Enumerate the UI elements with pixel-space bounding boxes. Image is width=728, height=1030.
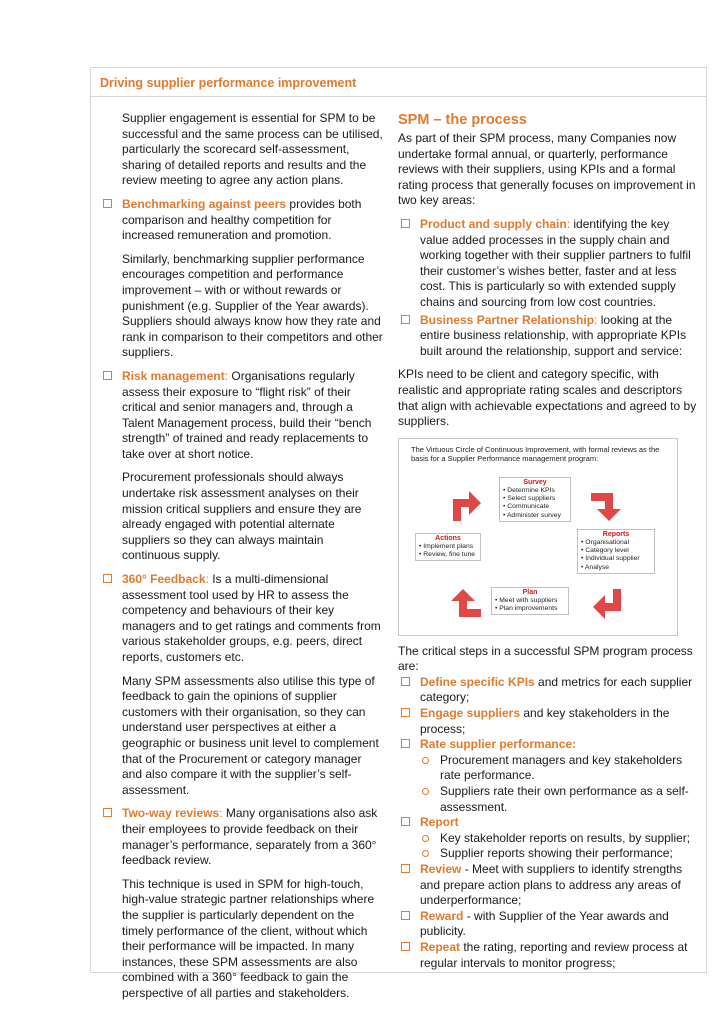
step-review: [398, 862, 698, 909]
survey-item: • Administer survey: [503, 511, 561, 519]
review-text: - Meet with suppliers to identify strengths and prepare action plans to address any areas of underperformance;: [420, 862, 683, 908]
arrow-left-up-icon: [445, 585, 485, 625]
partner-colon: :: [594, 312, 598, 327]
actions-item: • Implement plans: [419, 542, 474, 550]
plan-title: Plan: [522, 588, 538, 596]
risk-colon: :: [224, 368, 229, 383]
repeat-heading: Repeat: [420, 939, 461, 954]
risk-heading: Risk management: [122, 368, 225, 383]
title-divider: [90, 96, 706, 97]
product-heading: Product and supply chain: [420, 216, 567, 231]
risk-paragraph: Procurement professionals should always undertake risk assessment analyses on their mission critical suppliers and ensure they are already engaged with potential alternate suppliers so they can always maintain continuous supply.: [122, 470, 362, 563]
risk-item: [100, 369, 383, 463]
repeat-text: the rating, reporting and review process at regular intervals to monitor progress;: [420, 939, 688, 970]
actions-title: Actions: [435, 534, 461, 542]
left-column: [100, 111, 383, 1009]
feedback-colon: :: [205, 572, 209, 587]
plan-item: • Plan improvements: [495, 605, 558, 613]
kpis-paragraph: KPIs need to be client and category specific, with realistic and appropriate rating scales and descriptors that align with achievable expectations and agreed to by suppliers.: [398, 367, 697, 429]
partner-item: [398, 313, 698, 360]
twoway-heading: Two-way reviews: [122, 806, 220, 821]
report-sub-1: Key stakeholder reports on results, by supplier;: [398, 831, 698, 847]
arrow-right-down-icon: [587, 485, 627, 525]
risk-text: Organisations regularly assess their exposure to “flight risk” of their critical and senior managers and, through a Talent Management process, build their “bench strength” of trained and ready replacements to take over at short notice.: [122, 368, 372, 461]
step-report: [398, 815, 698, 831]
benchmark-paragraph: Similarly, benchmarking supplier performance encourages competition and performance improvement – with or without rewards or punishment (e.g. Supplier of the Year awards). Suppliers should always know how they rate and rank in comparison to their competitors and other suppliers.: [122, 251, 383, 360]
partner-heading: Business Partner Relationship: [420, 312, 595, 327]
benchmark-text: provides both comparison and healthy competition for increased remuneration and promotion.: [122, 196, 362, 243]
report-heading: Report: [420, 815, 459, 830]
spm-heading: SPM – the process: [398, 112, 527, 128]
arrow-down-left-icon: [589, 585, 629, 625]
rate-heading: Rate supplier performance:: [420, 737, 577, 752]
review-heading: Review: [420, 862, 462, 876]
step-repeat: [398, 940, 698, 971]
define-text: and metrics for each supplier category;: [420, 674, 693, 705]
reports-title: Reports: [602, 530, 630, 538]
reports-item: • Analyse: [581, 563, 610, 571]
steps-intro: The critical steps in a successful SPM program process are:: [398, 643, 693, 674]
intro-paragraph: Supplier engagement is essential for SPM to be successful and the same process can be utilised, particularly the scorecard self-assessment, sharing of detailed reports and results and the review meeting to agree any action plans.: [122, 111, 383, 188]
benchmark-heading: Benchmarking against peers: [122, 196, 287, 211]
twoway-text: Many organisations also ask their employees to provide feedback on their manager’s performance, separately from a 360° feedback review.: [122, 806, 378, 868]
product-text: identifying the key value added processes in the supply chain and working together with their supplier partners to fulfil their customer’s wishes better, faster and at less cost. This is particularly so with extended supply chains and sourcing from low cost countries.: [420, 216, 691, 309]
actions-box: [415, 533, 481, 562]
define-heading: Define specific KPIs: [420, 674, 535, 689]
twoway-paragraph: This technique is used in SPM for high-touch, high-value strategic partner relationships where the supplier is particularly dependent on the timely performance of the client, without which their performance will be impacted. In many instances, these SPM assessments are also combined with a 360° feedback to gain the perspective of all parties and stakeholders.: [122, 876, 375, 1000]
step-reward: [398, 909, 698, 940]
twoway-item: [100, 806, 383, 868]
virtuous-circle-diagram: [398, 438, 678, 636]
reward-text: - with Supplier of the Year awards and publicity.: [420, 908, 669, 939]
step-define: [398, 675, 698, 706]
spm-intro: As part of their SPM process, many Companies now undertake formal annual, or quarterly, performance reviews with their suppliers, using KPIs and a formal rating process that generally focuses on improvement in two key areas:: [398, 131, 696, 208]
plan-box: [491, 587, 569, 616]
report-sub-2: Supplier reports showing their performance;: [398, 846, 698, 862]
page-title: Driving supplier performance improvement: [100, 76, 357, 90]
step-rate: [398, 737, 698, 753]
engage-heading: Engage suppliers: [420, 706, 521, 721]
survey-box: [499, 477, 571, 522]
reports-item: • Individual supplier: [581, 555, 640, 563]
arrow-up-right-icon: [445, 485, 485, 525]
rate-sub-2: Suppliers rate their own performance as a self-assessment.: [398, 784, 698, 815]
diagram-caption: The Virtuous Circle of Continuous Improvement, with formal reviews as the basis for a Supplier Performance management program:: [411, 444, 660, 463]
feedback-paragraph: Many SPM assessments also utilise this type of feedback to gain the opinions of supplier customers with their organisation, so they can understand user perspectives at either a geographic or business unit level to complement that of the Procurement or category manager and also compare it with the supplier’s self-assessment.: [122, 673, 379, 797]
plan-item: • Meet with suppliers: [495, 596, 558, 604]
survey-item: • Communicate: [503, 503, 550, 511]
reports-item: • Category level: [581, 547, 629, 555]
step-engage: [398, 706, 698, 737]
rate-sub-1: Procurement managers and key stakeholders rate performance.: [398, 753, 698, 784]
benchmark-item: [100, 197, 383, 244]
partner-text: looking at the entire business relationship, with appropriate KPIs built around the relationship, support and service:: [420, 312, 687, 358]
actions-item: • Review, fine tune: [419, 551, 476, 559]
product-item: [398, 217, 698, 311]
feedback-item: [100, 572, 383, 666]
feedback-heading: 360° Feedback: [122, 572, 206, 587]
engage-text: and key stakeholders in the process;: [420, 706, 670, 736]
reward-heading: Reward: [420, 908, 464, 923]
survey-item: • Determine KPIs: [503, 486, 555, 494]
reports-box: [577, 529, 655, 574]
reports-item: • Organisational: [581, 538, 630, 546]
twoway-colon: :: [219, 806, 223, 821]
product-colon: :: [566, 216, 571, 231]
right-column: [398, 111, 698, 971]
feedback-text: Is a multi-dimensional assessment tool used by HR to assess the competency and behaviours of their key managers and to get ratings and comments from various stakeholder groups, e.g. peers, direct reports, customers etc.: [122, 572, 381, 664]
survey-title: Survey: [523, 478, 547, 486]
survey-item: • Select suppliers: [503, 495, 556, 503]
